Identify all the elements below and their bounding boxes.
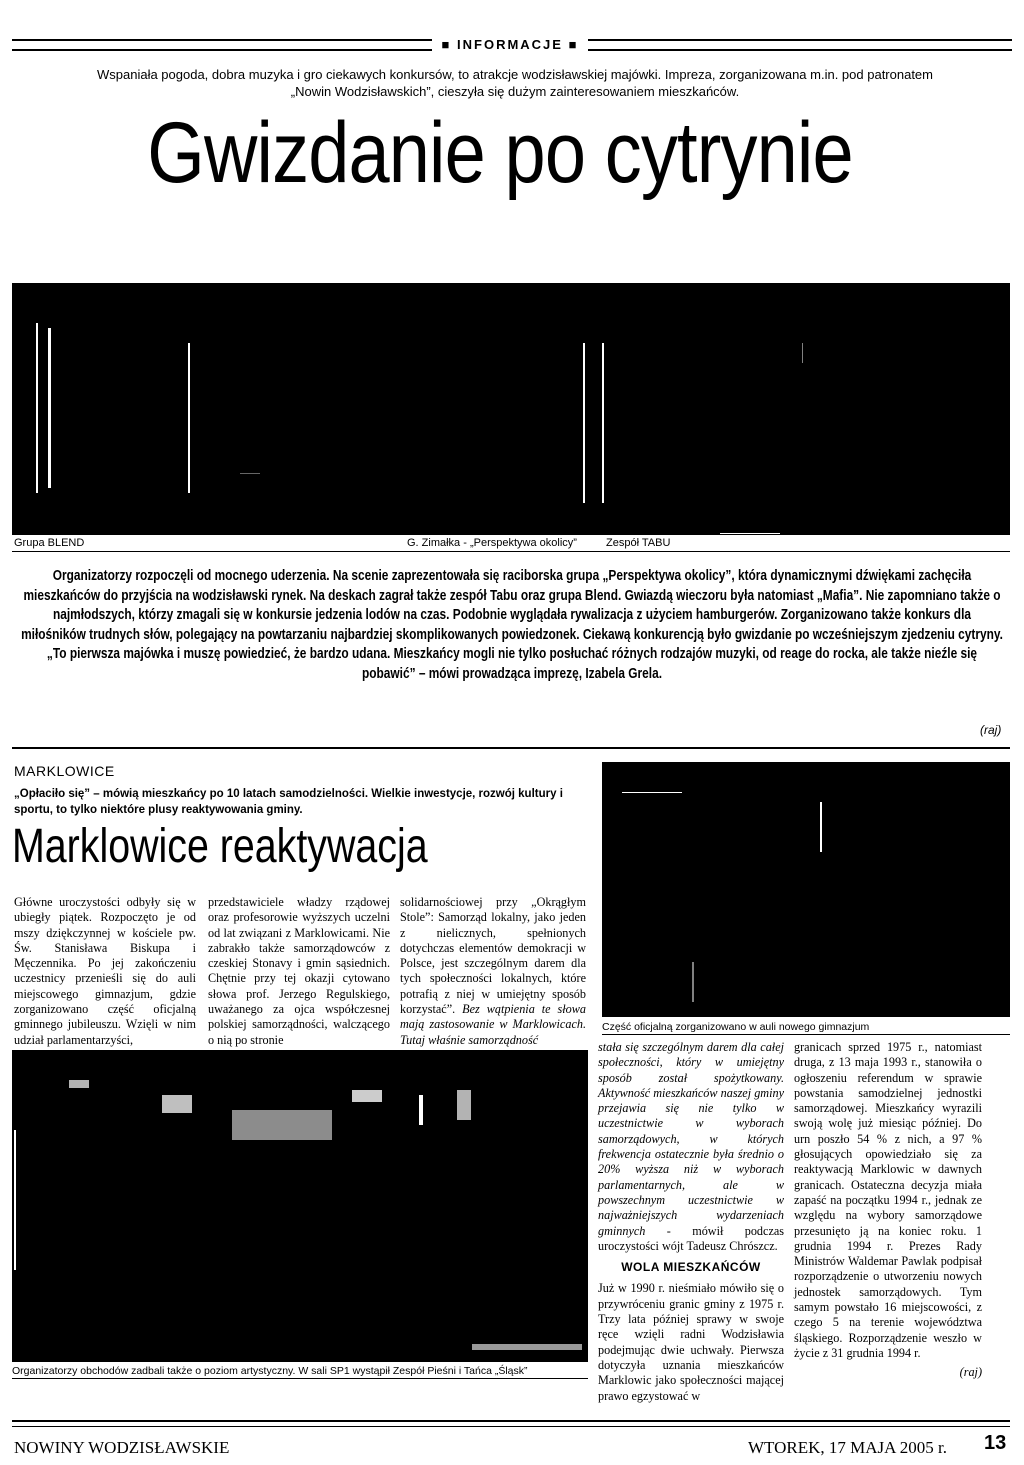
article1-body: Organizatorzy rozpoczęli od mocnego uderzenia. Na scenie zaprezentowała się raciborska grupa „Perspektywa okolicy”, która dynamicznymi dźwiękami zachęciła mieszkańców do przyjścia na wodzisławski rynek. Na deskach zagrał także zespół Tabu oraz grupa Blend. Gwiazdą wieczoru była natomiast „Mafia”. Nie zapomniano także o najmłodszych, którzy zmagali się w konkursie jedzenia lodów na czas. Podobnie wyglądała rywalizacja z użyciem hamburgerów. Zorganizowano także konkurs dla miłośników trudnych słów, polegający na powtarzaniu najbardziej skomplikowanych powiedzonek. Ciekawą konkurencją było gwizdanie po wcześniejszym zjedzeniu cytryny. „To pierwsza majówka i muszę powiedzieć, że bardzo udana. Mieszkańcy mogli nie tylko posłuchać różnych rodzajów muzyki, od reage do rocka, ale także nieźle się pobawić” – mówi prowadząca imprezę, Izabela Grela.: [21, 568, 1003, 682]
caption-perspektywa: G. Zimałka - „Perspektywa okolicy”: [407, 537, 577, 549]
photo-grupa-blend: [12, 283, 400, 535]
caption-czesc-oficjalna: Część oficjalną zorganizowano w auli nowego gimnazjum: [602, 1021, 870, 1033]
page-number: 13: [984, 1432, 1007, 1454]
photo-czesc-oficjalna: [602, 762, 1010, 1017]
article2-col2: przedstawiciele władzy rządowej oraz profesorowie wyższych uczelni od lat związani z Marklowicami. Nie zabrakło także samorządowców z czeskiej Stonavy i gmin sąsiednich. Chętnie przy tej okazji cytowano słowa prof. Jerzego Regulskiego, uważanego za ojca współczesnej polskiej samorządności, walczącego o nią po stronie: [208, 895, 390, 1047]
photo-zespol-slask: [12, 1050, 588, 1362]
footer-rule-1: [12, 1420, 1010, 1422]
caption-grupa-blend: Grupa BLEND: [14, 537, 85, 549]
caption-top-underline: [602, 1034, 1010, 1035]
article2-title: Marklowice reaktywacja: [12, 820, 428, 873]
article-divider: [12, 747, 1010, 749]
article2-col3: solidarnościowej przy „Okrągłym Stole”: Samorząd lokalny, jako jeden z nielicznych, spełnionych dotychczas elementów demokracji w Polsce, jest szczególnym darem dla tych społeczności lokalnych, które potrafią z niej w umiejętny sposób korzystać”. Bez wątpienia te słowa mają zastosowanie w Marklowicach. Tutaj właśnie samorządność: [400, 895, 586, 1047]
article1-title: Gwizdanie po cytrynie: [147, 105, 853, 201]
article1-lead: Wspaniała pogoda, dobra muzyka i gro ciekawych konkursów, to atrakcje wodzisławskiej majówki. Impreza, zorganizowana m.in. pod patronatem „Nowin Wodzisławskich”, cieszyła się dużym zainteresowaniem mieszkańców.: [96, 67, 933, 99]
caption-underline: [12, 551, 1010, 552]
caption-bottom-underline: [12, 1378, 588, 1379]
subhead-wola: WOLA MIESZKAŃCÓW: [621, 1260, 761, 1275]
article1-byline: (raj): [980, 723, 1002, 737]
caption-tabu: Zespół TABU: [606, 537, 671, 549]
photo-perspektywa-okolicy: [400, 283, 590, 535]
footer-rule-2: [12, 1426, 1010, 1427]
article2-byline: (raj): [959, 1365, 982, 1380]
footer-publication: NOWINY WODZISŁAWSKIE: [14, 1438, 230, 1457]
caption-zespol-slask: Organizatorzy obchodów zadbali także o poziom artystyczny. W sali SP1 wystąpił Zespół Pieśni i Tańca „Śląsk”: [12, 1365, 528, 1377]
article2-kicker: MARKLOWICE: [14, 763, 115, 779]
article2-lead: „Opłaciło się” – mówią mieszkańcy po 10 latach samodzielności. Wielkie inwestycje, rozwój kultury i sportu, to tylko niektóre plusy reaktywowania gminy.: [14, 788, 563, 816]
section-tag: ■ INFORMACJE ■: [432, 35, 588, 55]
footer-date: WTOREK, 17 MAJA 2005 r.: [748, 1438, 947, 1457]
photo-zespol-tabu: [590, 283, 1010, 535]
article2-col5: granicach sprzed 1975 r., natomiast druga, z 13 maja 1993 r., stanowiła o ogłoszeniu referendum w sprawie powstania samodzielnej jednostki samorządowej. Mieszkańcy wyrazili swoją wolę już miesiąc później. Do urn poszło 54 % z nich, a 97 % głosujących opowiedziało się za reaktywacją Marklowic w dawnych granicach. Ostateczna decyzja miała zapaść na początku 1994 r., jednak ze względu na wybory samorządowe przesunięto ją na koniec roku. 1 grudnia 1994 r. Prezes Rady Ministrów Waldemar Pawlak podpisał rozporządzenie o utworzeniu nowych jednostek samorządowych. Tym samym powstało 16 miejscowości, z czego 5 na terenie województwa śląskiego. Rozporządzenie weszło w życie z 31 grudnia 1994 r. (raj): [794, 1040, 982, 1380]
article2-col1: Główne uroczystości odbyły się w ubiegły piątek. Rozpoczęto je od mszy dziękczynnej w kościele pw. Św. Stanisława Biskupa i Męczennika. Po jej zakończeniu uczestnicy przenieśli się do auli miejscowego gimnazjum, gdzie zorganizowano część oficjalną gminnego jubileuszu. Wzięli w nim udział parlamentarzyści,: [14, 895, 196, 1047]
article2-col4: stała się szczególnym darem dla całej społeczności, który w umiejętny sposób został spożytkowany. Aktywność mieszkańców naszej gminy przejawia się nie tylko w uczestnictwie w wyborach samorządowych, w których frekwencja ostatecznie była średnio o 20% wyższa niż w wyborach parlamentarnych, ale w powszechnym uczestnictwie w najważniejszych wydarzeniach gminnych - mówił podczas uroczystości wójt Tadeusz Chrószcz. WOLA MIESZKAŃCÓW Już w 1990 r. nieśmiało mówiło się o przywróceniu granic gminy z 1975 r. Trzy lata później sprawy w swoje ręce wzięli radni Wodzisławia podejmując dwie uchwały. Pierwsza dotyczyła uznania mieszkańców Marklowic jako społeczności mającej prawo egzystować w: [598, 1040, 784, 1403]
